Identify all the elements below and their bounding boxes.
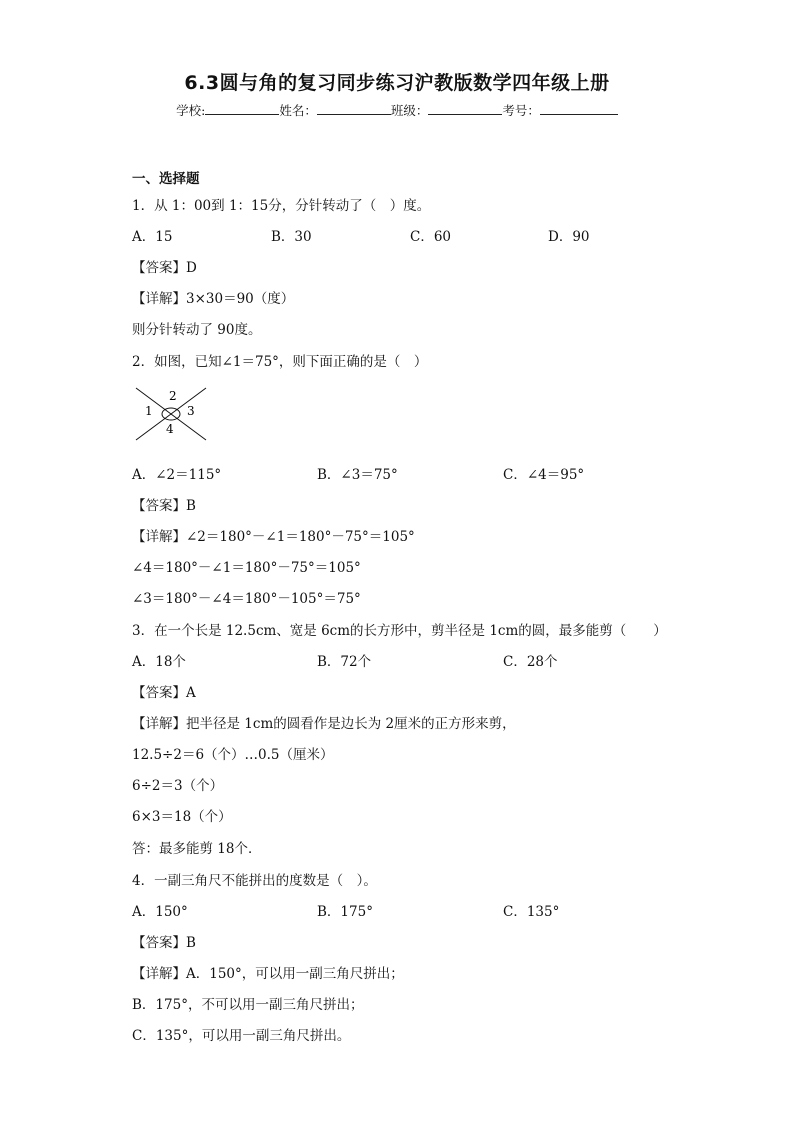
angle-label-1: 1 (145, 404, 153, 418)
q3-answer: 【答案】A (132, 685, 196, 701)
document-title: 6.3圆与角的复习同步练习沪教版数学四年级上册 (184, 72, 610, 94)
q3-detail-2: 12.5÷2＝6（个）…0.5（厘米） (132, 747, 334, 763)
q2-option-a: A．∠2＝115° (132, 467, 222, 483)
q1-answer: 【答案】D (132, 260, 197, 276)
exam-no-blank[interactable] (540, 102, 618, 115)
q4-detail-1: 【详解】A．150°，可以用一副三角尺拼出； (132, 966, 404, 982)
q3-option-c: C．28个 (503, 654, 558, 670)
q2-detail-3: ∠3＝180°－∠4＝180°－105°＝75° (132, 591, 361, 607)
q4-option-a: A．150° (132, 904, 188, 920)
q2-option-b: B．∠3＝75° (317, 467, 398, 483)
q3-detail-3: 6÷2＝3（个） (132, 778, 224, 794)
q3-stem: 3．在一个长是 12.5cm、宽是 6cm的长方形中，剪半径是 1cm的圆，最多能剪（ ） (132, 623, 667, 639)
q4-option-b: B．175° (317, 904, 373, 920)
student-info-row (0, 101, 794, 119)
q1-detail-1: 【详解】3×30＝90（度） (132, 291, 295, 307)
q4-detail-2: B．175°，不可以用一副三角尺拼出； (132, 997, 364, 1013)
q1-detail-2: 则分针转动了 90度。 (132, 322, 262, 338)
q1-option-c: C．60 (410, 229, 452, 245)
q1-stem: 1．从 1：00到 1：15分，分针转动了（ ）度。 (132, 198, 431, 214)
name-label: 姓名： (279, 103, 317, 118)
angle-label-3: 3 (187, 404, 195, 418)
q3-option-a: A．18个 (132, 654, 186, 670)
exam-no-label: 考号： (502, 103, 540, 118)
q3-option-b: B．72个 (317, 654, 372, 670)
class-blank[interactable] (428, 102, 502, 115)
q1-option-d: D．90 (548, 229, 590, 245)
q4-answer: 【答案】B (132, 935, 196, 951)
q4-detail-3: C．135°，可以用一副三角尺拼出。 (132, 1028, 351, 1044)
q2-answer: 【答案】B (132, 498, 196, 514)
q4-stem: 4．一副三角尺不能拼出的度数是（ ）。 (132, 873, 377, 889)
q2-stem: 2．如图，已知∠1＝75°，则下面正确的是（ ） (132, 354, 428, 370)
angle-label-2: 2 (169, 389, 177, 403)
school-label: 学校: (176, 103, 206, 118)
q3-detail-5: 答：最多能剪 18个． (132, 841, 262, 857)
intersecting-lines-figure (132, 384, 212, 444)
q2-option-c: C．∠4＝95° (503, 467, 585, 483)
q2-detail-1: 【详解】∠2＝180°－∠1＝180°－75°＝105° (132, 529, 415, 545)
q3-detail-1: 【详解】把半径是 1cm的圆看作是边长为 2厘米的正方形来剪， (132, 716, 516, 732)
name-blank[interactable] (317, 102, 391, 115)
angle-label-4: 4 (166, 422, 174, 436)
q3-detail-4: 6×3＝18（个） (132, 809, 232, 825)
q2-detail-2: ∠4＝180°－∠1＝180°－75°＝105° (132, 560, 361, 576)
q4-option-c: C．135° (503, 904, 560, 920)
q1-option-b: B．30 (271, 229, 312, 245)
class-label: 班级： (390, 103, 429, 118)
school-blank[interactable] (205, 102, 279, 115)
section-title: 一、选择题 (132, 171, 200, 187)
q1-option-a: A．15 (132, 229, 173, 245)
